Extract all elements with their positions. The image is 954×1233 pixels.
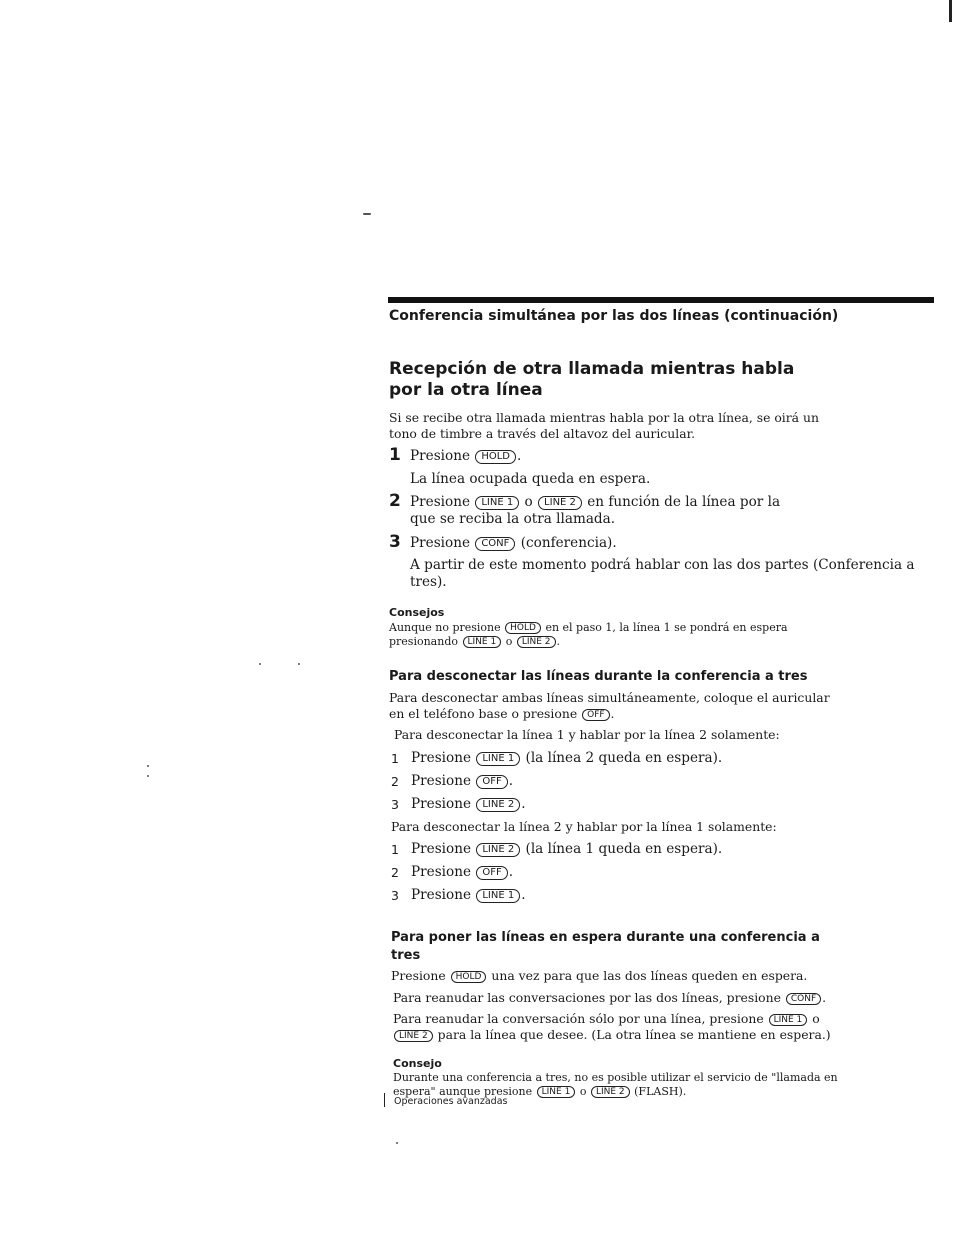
header-rule [388, 297, 934, 303]
paragraph-line: en el teléfono base o presione OFF . [389, 706, 615, 721]
step-text: (conferencia). [520, 535, 617, 551]
paragraph-line: Para desconectar ambas líneas simultáneamente, coloque el auricular [389, 690, 830, 705]
scan-speck [147, 765, 149, 767]
subsection-heading [391, 929, 820, 965]
paragraph-line [393, 1027, 831, 1043]
edge-mark [949, 0, 952, 22]
step-text: Presione [411, 796, 471, 812]
tip-text [393, 1071, 838, 1099]
resume-one-paragraph [393, 1011, 831, 1043]
step-text: . [517, 448, 522, 464]
hold-key: HOLD [505, 622, 541, 634]
tips-line [389, 635, 788, 649]
step-text: Presione [410, 535, 470, 551]
page-footer: Operaciones avanzadas [394, 1096, 508, 1107]
step-3-note [410, 557, 915, 591]
scan-speck [259, 663, 261, 665]
step-number: 2 [391, 774, 399, 789]
step-text: Presione [410, 494, 470, 510]
line1-key: LINE 1 [475, 496, 519, 510]
tips-fragment: en el paso 1, la línea 1 se pondrá en espera [545, 621, 788, 634]
scan-speck [298, 663, 300, 665]
tip-heading: Consejo [393, 1057, 442, 1070]
paragraph-line [393, 1011, 831, 1027]
line2-key: LINE 2 [591, 1086, 630, 1098]
line2-key: LINE 2 [538, 496, 582, 510]
conf-key: CONF [475, 537, 515, 551]
step-text: Presione [411, 887, 471, 903]
step-text: o [524, 494, 533, 510]
tips-heading: Consejos [389, 606, 445, 619]
tips-fragment: o [505, 635, 513, 648]
tip-fragment: espera" aunque presione [393, 1085, 533, 1098]
paragraph-fragment: Para reanudar las conversaciones por las dos líneas, presione [393, 990, 781, 1005]
tip-line: Durante una conferencia a tres, no es posible utilizar el servicio de "llamada en [393, 1071, 838, 1084]
step-3 [410, 535, 617, 552]
line1-key: LINE 1 [463, 636, 502, 648]
subsection-heading: Para desconectar las líneas durante la conferencia a tres [389, 669, 808, 684]
tips-line [389, 621, 788, 635]
intro-line: tono de timbre a través del altavoz del auricular. [389, 426, 696, 441]
step-text: Presione [411, 864, 471, 880]
hold-paragraph [391, 968, 807, 984]
tip-fragment: o [579, 1085, 587, 1098]
scan-speck [363, 213, 371, 215]
step-number: 3 [391, 797, 399, 812]
off-key: OFF [476, 866, 507, 880]
step-text: (la línea 1 queda en espera). [525, 841, 723, 857]
line2-key: LINE 2 [394, 1030, 433, 1042]
step-1 [410, 448, 521, 465]
scan-speck [396, 1142, 398, 1144]
step-number: 3 [389, 532, 401, 552]
step-text: Presione [411, 841, 471, 857]
off-key: OFF [582, 709, 609, 721]
step-number: 3 [391, 888, 399, 903]
tips-text [389, 621, 788, 649]
step-text: en función de la línea por la [587, 494, 781, 510]
step-3-note-line: A partir de este momento podrá hablar con las dos partes (Conferencia a [410, 557, 915, 573]
paragraph-fragment: una vez para que las dos líneas queden en espera. [491, 968, 808, 983]
hold-key: HOLD [475, 450, 516, 464]
section-title-line: por la otra línea [389, 380, 543, 400]
paragraph-fragment: Presione [391, 968, 446, 983]
step-text: Presione [410, 448, 470, 464]
step-3-note-line: tres). [410, 574, 447, 590]
substep: Presione OFF . [411, 864, 514, 880]
paragraph-fragment: en el teléfono base o presione [389, 706, 578, 721]
intro-line: Si se recibe otra llamada mientras habla por la otra línea, se oirá un [389, 410, 819, 425]
step-number: 2 [389, 491, 401, 511]
running-head: Conferencia simultánea por las dos líneas (continuación) [389, 308, 839, 324]
section-title [389, 359, 794, 401]
substep [411, 841, 722, 858]
resume-both-paragraph: Para reanudar las conversaciones por las dos líneas, presione CONF . [393, 990, 827, 1005]
heading-line: tres [391, 948, 421, 963]
tips-fragment: . [556, 635, 560, 648]
substep: Presione OFF . [411, 773, 514, 789]
tips-fragment: Aunque no presione [389, 621, 501, 634]
step-2 [410, 494, 780, 511]
step-number: 2 [391, 865, 399, 880]
line2-key: LINE 2 [517, 636, 556, 648]
paragraph-fragment: o [812, 1011, 820, 1026]
line2-key: LINE 2 [476, 798, 520, 812]
line1-key: LINE 1 [476, 752, 520, 766]
step-number: 1 [389, 445, 401, 465]
disconnect-paragraph [389, 690, 830, 722]
step-text: Presione [411, 773, 471, 789]
line2-key: LINE 2 [476, 843, 520, 857]
step-number: 1 [391, 751, 399, 766]
off-key: OFF [476, 775, 507, 789]
step-text: (la línea 2 queda en espera). [525, 750, 723, 766]
disconnect-line1-intro: Para desconectar la línea 1 y hablar por la línea 2 solamente: [394, 727, 780, 742]
line1-key: LINE 1 [769, 1014, 808, 1026]
tips-fragment: presionando [389, 635, 458, 648]
step-text: Presione [411, 750, 471, 766]
paragraph-fragment: Para reanudar la conversación sólo por una línea, presione [393, 1011, 764, 1026]
hold-key: HOLD [451, 971, 487, 983]
step-2-cont: que se reciba la otra llamada. [410, 511, 616, 527]
line1-key: LINE 1 [476, 889, 520, 903]
intro-paragraph [389, 410, 819, 442]
heading-line: Para poner las líneas en espera durante una conferencia a [391, 930, 820, 945]
substep: Presione LINE 2 . [411, 796, 526, 812]
paragraph-fragment: para la línea que desee. (La otra línea se mantiene en espera.) [437, 1027, 831, 1042]
section-title-line: Recepción de otra llamada mientras habla [389, 359, 795, 379]
conf-key: CONF [786, 993, 821, 1005]
step-1-note: La línea ocupada queda en espera. [410, 471, 651, 487]
step-number: 1 [391, 842, 399, 857]
scan-speck [147, 775, 149, 777]
footer-bar [384, 1093, 385, 1107]
substep: Presione LINE 1 . [411, 887, 526, 903]
substep [411, 750, 722, 767]
line1-key: LINE 1 [537, 1086, 576, 1098]
tip-fragment: (FLASH). [634, 1085, 687, 1098]
disconnect-line2-intro: Para desconectar la línea 2 y hablar por la línea 1 solamente: [391, 819, 777, 834]
